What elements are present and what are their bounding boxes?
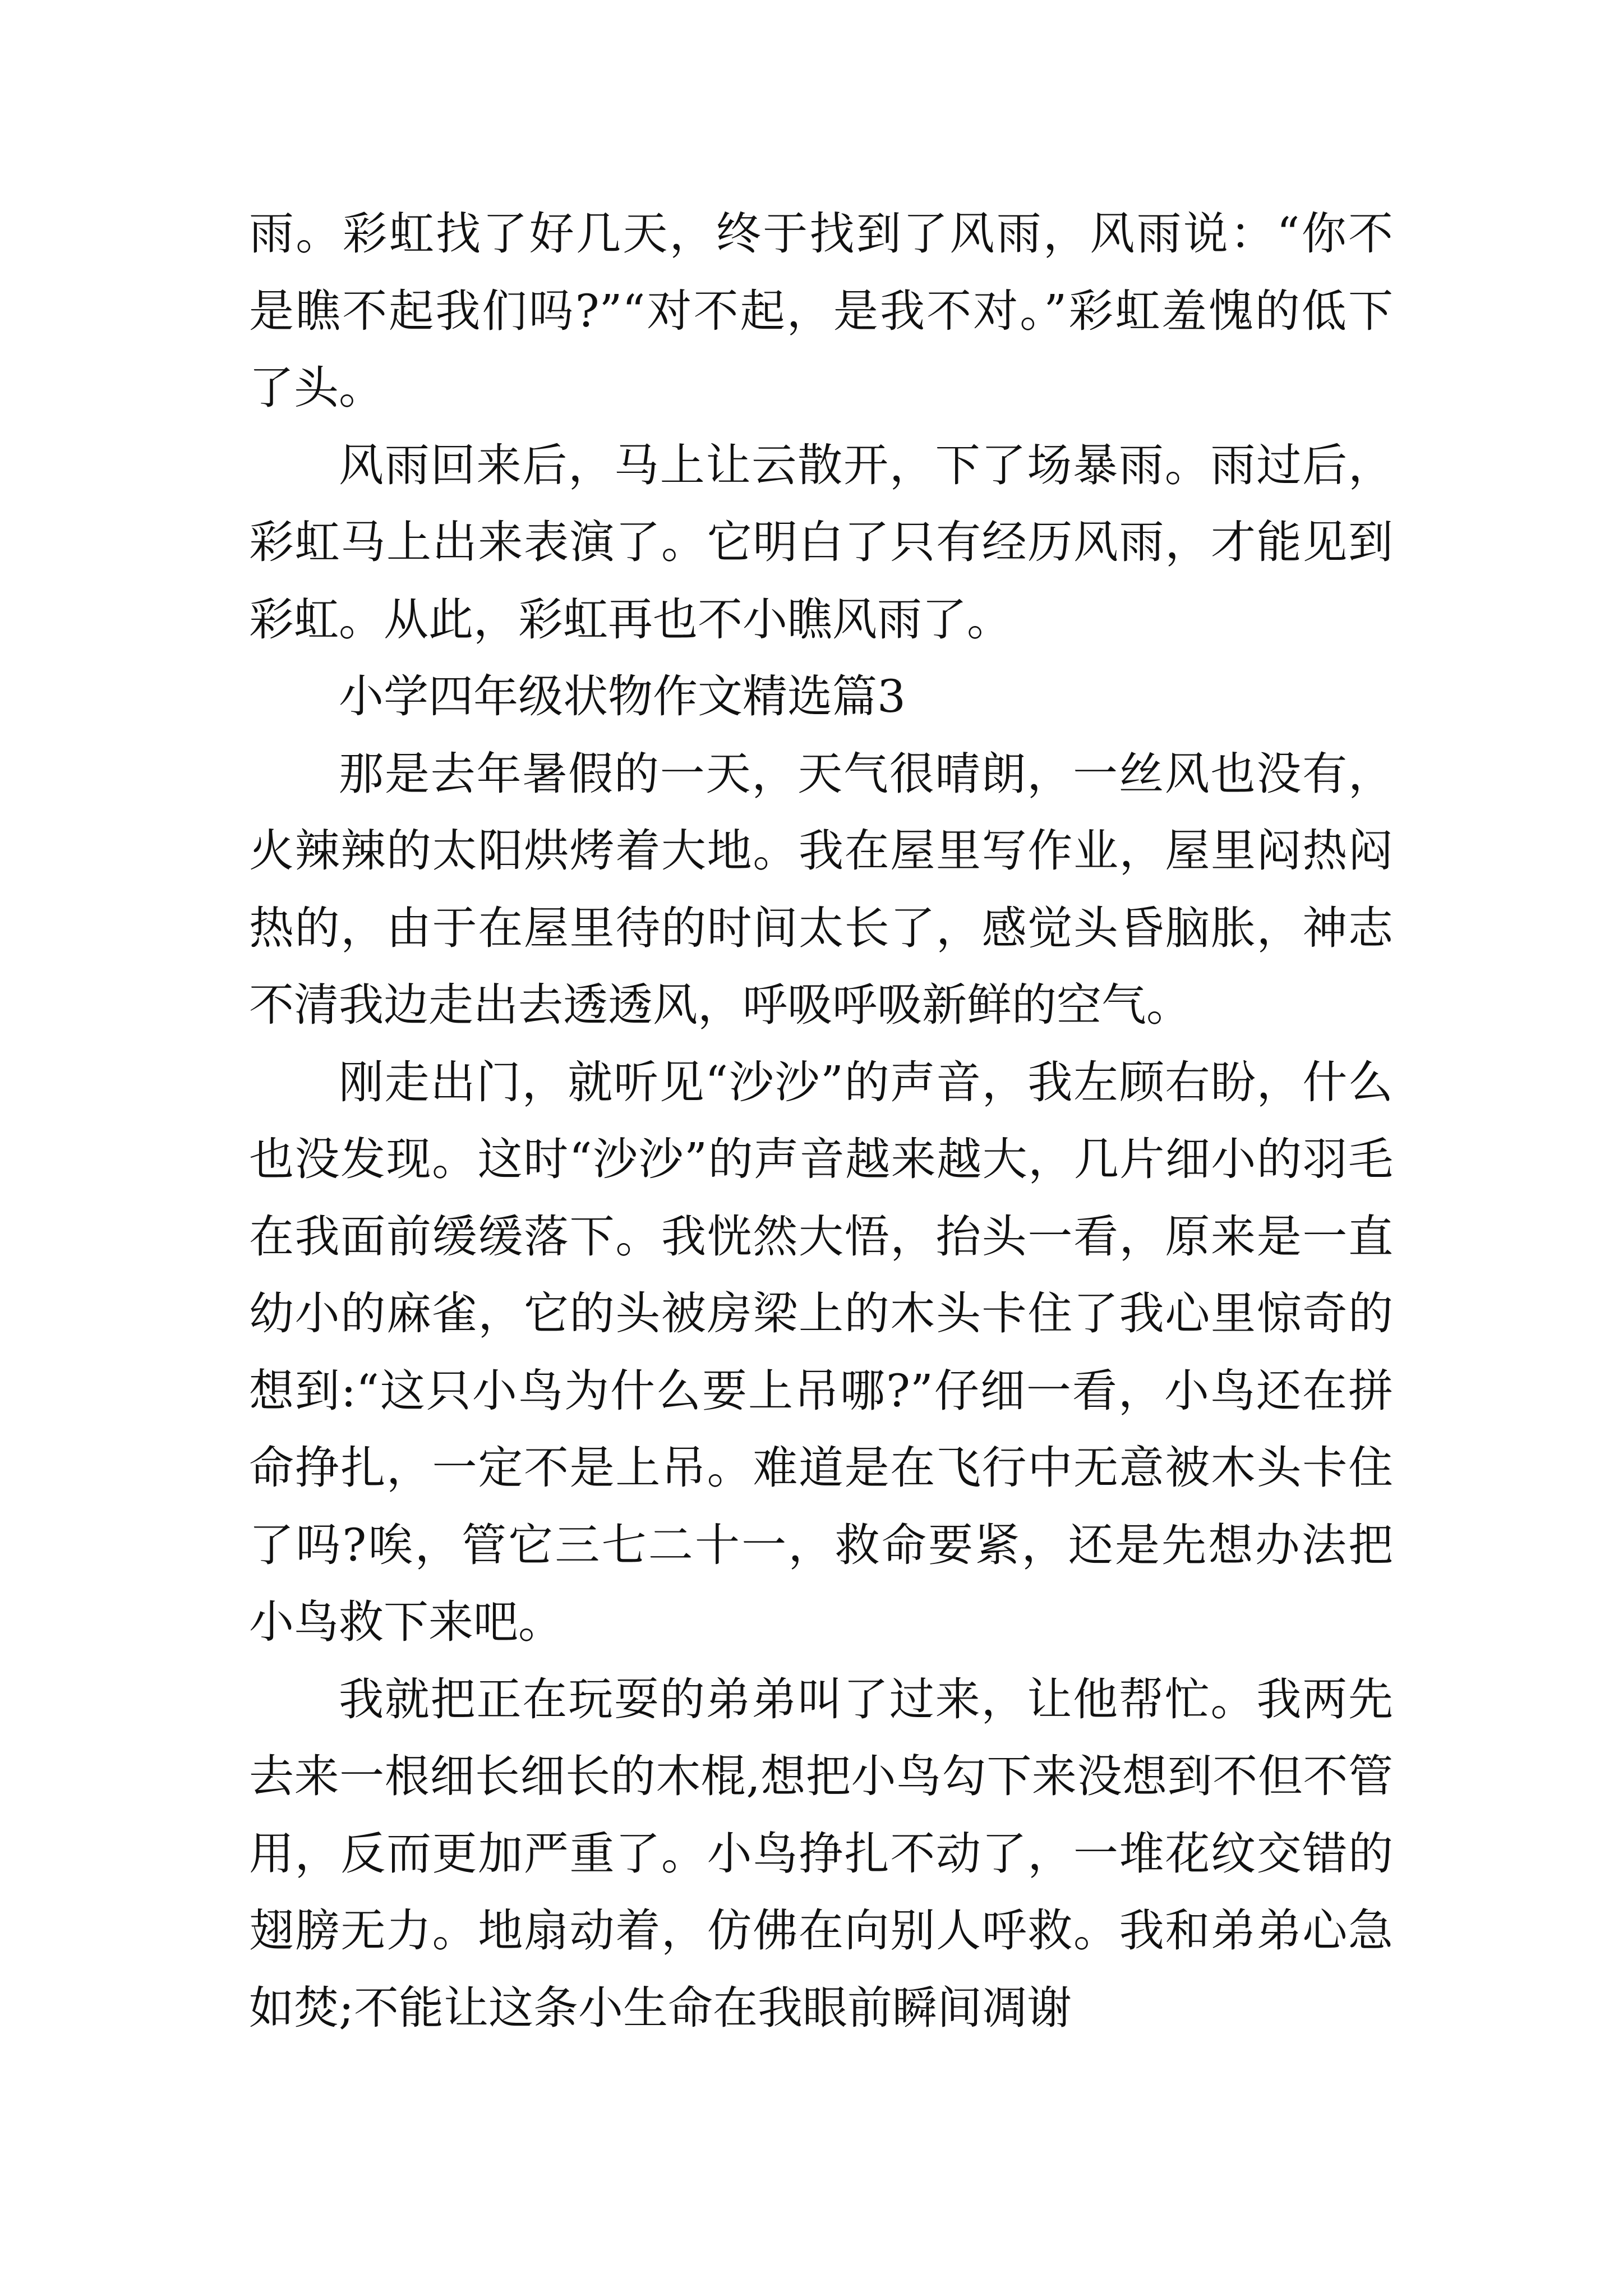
paragraph-rescue-attempt: 我就把正在玩耍的弟弟叫了过来，让他帮忙。我两先去来一根细长细长的木棍,想把小鸟勾下来没想到不但不管用，反而更加严重了。小鸟挣扎不动了，一堆花纹交错的翅膀无力。地扇动着，仿佛在向别人呼救。我和弟弟心急如焚;不能让这条小生命在我眼前瞬间凋谢 bbox=[249, 1673, 1393, 2034]
document-body bbox=[249, 195, 1393, 2046]
paragraph-rainbow-ending: 风雨回来后，马上让云散开，下了场暴雨。雨过后，彩虹马上出来表演了。它明白了只有经历风雨，才能见到彩虹。从此，彩虹再也不小瞧风雨了。 bbox=[249, 439, 1393, 646]
paragraph-sparrow-found: 刚走出门，就听见“沙沙”的声音，我左顾右盼，什么也没发现。这时“沙沙”的声音越来越大，几片细小的羽毛在我面前缓缓落下。我恍然大悟，抬头一看，原来是一直幼小的麻雀，它的头被房梁上的木头卡住了我心里惊奇的想到:“这只小鸟为什么要上吊哪?”仔细一看，小鸟还在拼命挣扎，一定不是上吊。难道是在飞行中无意被木头卡住了吗?唉，管它三七二十一，救命要紧，还是先想办法把小鸟救下来吧。 bbox=[249, 1056, 1393, 1648]
paragraph-continuation: 雨。彩虹找了好几天，终于找到了风雨，风雨说：“你不是瞧不起我们吗?”“对不起，是我不对。”彩虹羞愧的低下了头。 bbox=[249, 208, 1393, 414]
paragraph-summer-day: 那是去年暑假的一天，天气很晴朗，一丝风也没有，火辣辣的太阳烘烤着大地。我在屋里写作业，屋里闷热闷热的，由于在屋里待的时间太长了，感觉头昏脑胀，神志不清我边走出去透透风，呼吸呼吸新鲜的空气。 bbox=[249, 747, 1393, 1031]
essay-heading: 小学四年级状物作文精选篇3 bbox=[339, 670, 906, 723]
